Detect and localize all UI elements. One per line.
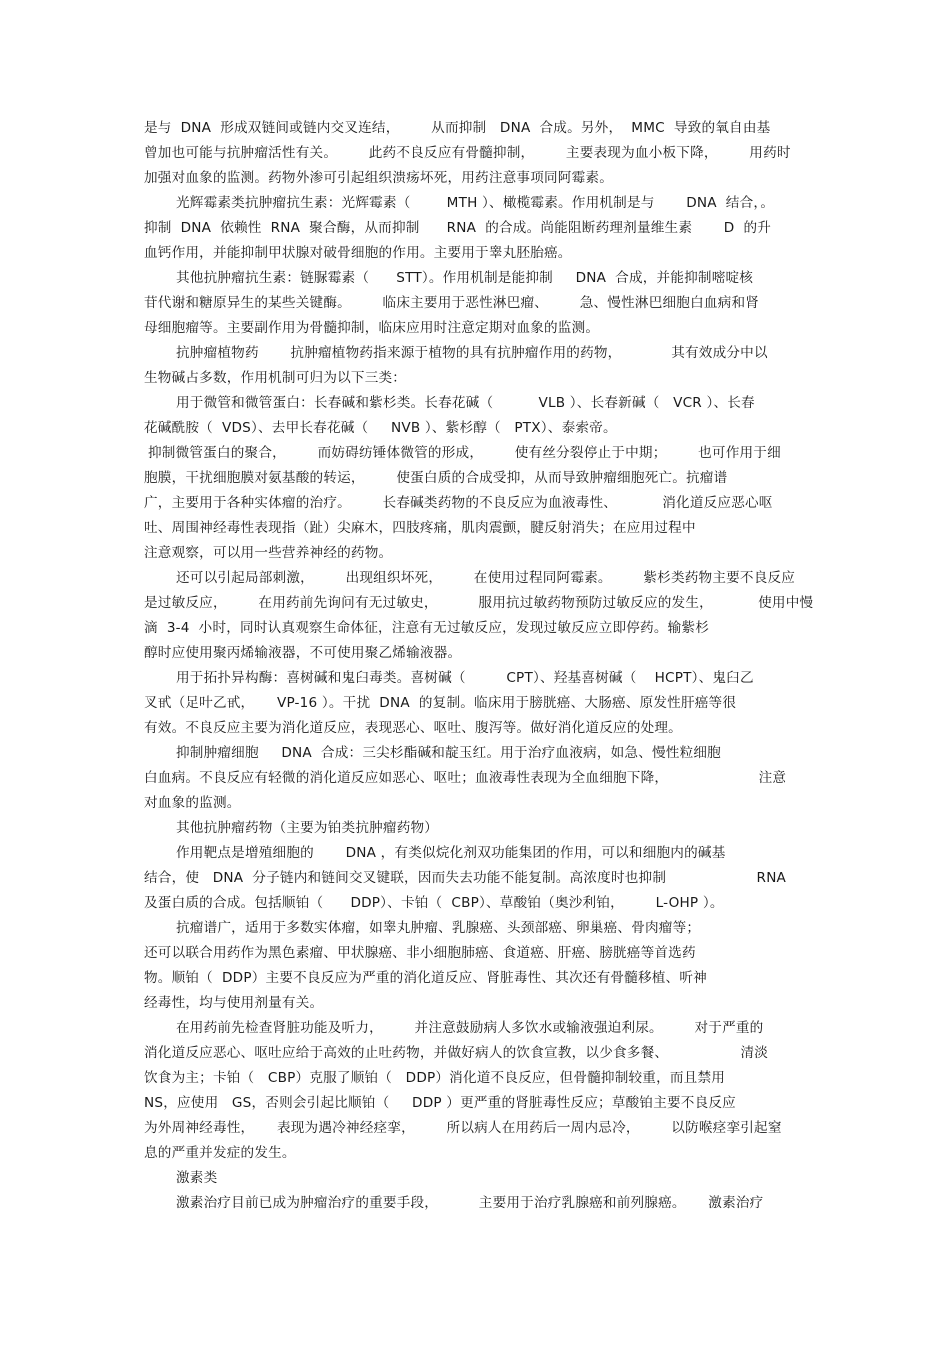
text-line: 广，主要用于各种实体瘤的治疗。 长春碱类药物的不良反应为血液毒性、 消化道反应恶心呕 [144, 495, 773, 511]
text-line: 醇时应使用聚丙烯输液器，不可使用聚乙烯输液器。 [144, 645, 462, 661]
text-line: 对血象的监测。 [144, 795, 241, 811]
text-line: 注意观察，可以用一些营养神经的药物。 [144, 545, 393, 561]
text-line: 吐、周围神经毒性表现指（趾）尖麻木，四肢疼痛，肌肉震颤，腱反射消失；在应用过程中 [144, 520, 696, 536]
text-line: 抑制肿瘤细胞 DNA 合成：三尖杉酯碱和靛玉红。用于治疗血液病，如急、慢性粒细胞 [176, 745, 721, 761]
section-heading: 其他抗肿瘤药物（主要为铂类抗肿瘤药物） [176, 820, 439, 836]
text-line: 抑制 DNA 依赖性 RNA 聚合酶，从而抑制 RNA 的合成。尚能阻断药理剂量维生素 D 的升 [144, 220, 772, 236]
text-line: 用于拓扑异构酶：喜树碱和鬼臼毒类。喜树碱（ CPT）、羟基喜树碱（ HCPT）、鬼臼乙 [176, 670, 754, 686]
text-line: 抗肿瘤植物药 抗肿瘤植物药指来源于植物的具有抗肿瘤作用的药物， 其有效成分中以 [176, 345, 768, 361]
text-line: 曾加也可能与抗肿瘤活性有关。 此药不良反应有骨髓抑制， 主要表现为血小板下降， 用药时 [144, 145, 791, 161]
text-line: 是与 DNA 形成双链间或链内交叉连结， 从而抑制 DNA 合成。另外， MMC 导致的氧自由基 [144, 120, 771, 136]
text-line: 为外周神经毒性， 表现为遇冷神经痉挛， 所以病人在用药后一周内忌冷， 以防喉痉挛引起窒 [144, 1120, 782, 1136]
text-line: 还可以联合用药作为黑色素瘤、甲状腺癌、非小细胞肺癌、食道癌、肝癌、膀胱癌等首选药 [144, 945, 696, 961]
text-line: 是过敏反应， 在用药前先询问有无过敏史， 服用抗过敏药物预防过敏反应的发生， 使用中慢 [144, 595, 814, 611]
text-line: 有效。不良反应主要为消化道反应，表现恶心、呕吐、腹泻等。做好消化道反应的处理。 [144, 720, 682, 736]
text-line: 及蛋白质的合成。包括顺铂（ DDP）、卡铂（ CBP）、草酸铂（奥沙利铂， L-OHP ）。 [144, 895, 724, 911]
text-line: 生物碱占多数，作用机制可归为以下三类： [144, 370, 407, 386]
text-line: 消化道反应恶心、呕吐应给于高效的止吐药物，并做好病人的饮食宣教，以少食多餐、 清淡 [144, 1045, 769, 1061]
text-line: 胞膜，干扰细胞膜对氨基酸的转运， 使蛋白质的合成受抑，从而导致肿瘤细胞死亡。抗瘤谱 [144, 470, 728, 486]
text-line: 物。顺铂（ DDP）主要不良反应为严重的消化道反应、肾脏毒性、其次还有骨髓移植、听神 [144, 970, 707, 986]
text-line: 用于微管和微管蛋白：长春碱和紫杉类。长春花碱（ VLB ）、长春新碱（ VCR ）、长春 [176, 395, 755, 411]
text-line: 结合，使 DNA 分子链内和链间交叉键联，因而失去功能不能复制。高浓度时也抑制 RNA [144, 870, 787, 886]
text-line: 其他抗肿瘤抗生素：链脲霉素（ STT）。作用机制是能抑制 DNA 合成，并能抑制嘧啶核 [176, 270, 754, 286]
text-line: 在用药前先检查肾脏功能及听力， 并注意鼓励病人多饮水或输液强迫利尿。 对于严重的 [176, 1020, 764, 1036]
text-line: 加强对血象的监测。药物外渗可引起组织溃疡坏死，用药注意事项同阿霉素。 [144, 170, 613, 186]
text-line: 作用靶点是增殖细胞的 DNA ，有类似烷化剂双功能集团的作用，可以和细胞内的碱基 [176, 845, 726, 861]
text-line: 滴 3-4 小时，同时认真观察生命体征，注意有无过敏反应，发现过敏反应立即停药。输紫杉 [144, 620, 710, 636]
text-line: 血钙作用，并能抑制甲状腺对破骨细胞的作用。主要用于睾丸胚胎癌。 [144, 245, 572, 261]
text-line: 母细胞瘤等。主要副作用为骨髓抑制，临床应用时注意定期对血象的监测。 [144, 320, 600, 336]
text-line: 白血病。不良反应有轻微的消化道反应如恶心、呕吐；血液毒性表现为全血细胞下降， 注意 [144, 770, 787, 786]
text-line: 叉甙（足叶乙甙， VP-16 ）。干扰 DNA 的复制。临床用于膀胱癌、大肠癌、原发性肝癌等很 [144, 695, 737, 711]
text-line: NS，应使用 GS，否则会引起比顺铂（ DDP ）更严重的肾脏毒性反应；草酸铂主要不良反应 [144, 1095, 736, 1111]
text-line: 饮食为主；卡铂（ CBP）克服了顺铂（ DDP）消化道不良反应，但骨髓抑制较重，而且禁用 [144, 1070, 726, 1086]
text-line: 激素治疗目前已成为肿瘤治疗的重要手段， 主要用于治疗乳腺癌和前列腺癌。 激素治疗 [176, 1195, 764, 1211]
text-line: 光辉霉素类抗肿瘤抗生素：光辉霉素（ MTH ）、橄榄霉素。作用机制是与 DNA 结合，。 [176, 195, 775, 211]
text-line: 还可以引起局部刺激， 出现组织坏死， 在使用过程同阿霉素。 紫杉类药物主要不良反应 [176, 570, 796, 586]
text-line: 抑制微管蛋白的聚合， 而妨碍纺锤体微管的形成， 使有丝分裂停止于中期； 也可作用于细 [148, 445, 781, 461]
text-line: 经毒性，均与使用剂量有关。 [144, 995, 324, 1011]
text-line: 花碱酰胺（ VDS）、去甲长春花碱（ NVB ）、紫杉醇（ PTX）、泰索帝。 [144, 420, 617, 436]
text-line: 抗瘤谱广，适用于多数实体瘤，如睾丸肿瘤、乳腺癌、头颈部癌、卵巢癌、骨肉瘤等； [176, 920, 701, 936]
text-line: 苷代谢和糖原异生的某些关键酶。 临床主要用于恶性淋巴瘤、 急、慢性淋巴细胞白血病和肾 [144, 295, 760, 311]
text-line: 息的严重并发症的发生。 [144, 1145, 296, 1161]
section-heading: 激素类 [176, 1170, 218, 1186]
